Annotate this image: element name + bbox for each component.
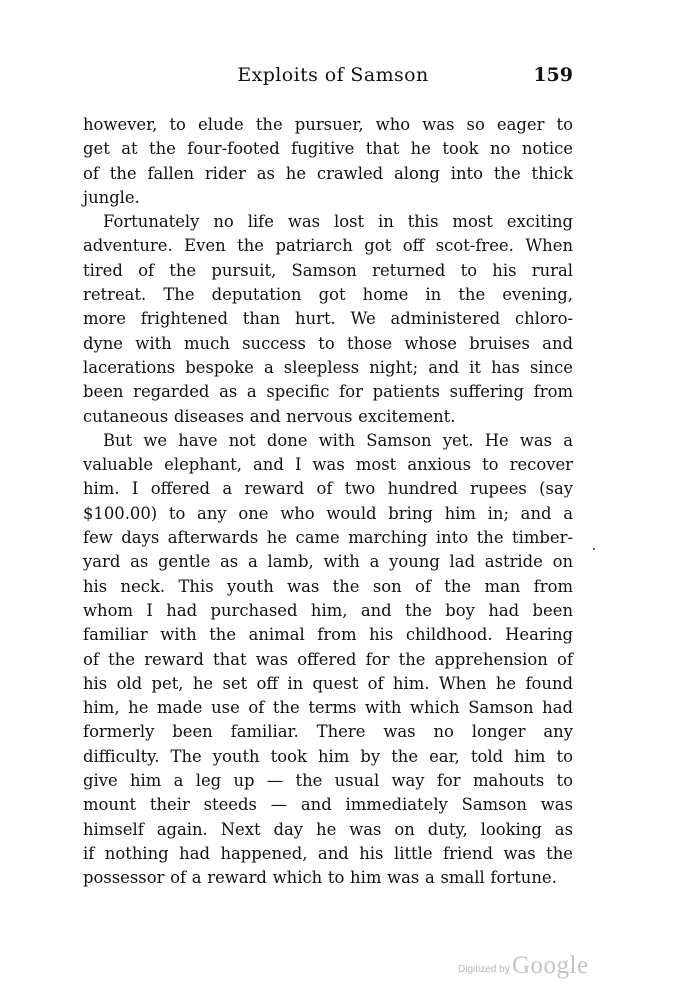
text-line: $100.00) to any one who would bring him in; and a bbox=[83, 503, 573, 523]
text-line: lacerations bespoke a sleepless night; and it has since bbox=[83, 357, 573, 377]
text-line: familiar with the animal from his childhood. Hearing bbox=[83, 625, 573, 645]
digitized-watermark bbox=[458, 952, 608, 982]
text-line: his old pet, he set off in quest of him. When he found bbox=[83, 673, 573, 693]
text-line: possessor of a reward which to him was a small fortune. bbox=[83, 868, 557, 888]
running-title: Exploits of Samson bbox=[237, 64, 429, 86]
text-line: mount their steeds — and immediately Samson was bbox=[83, 795, 573, 815]
text-line: however, to elude the pursuer, who was so eager to bbox=[83, 115, 573, 134]
text-line: him, he made use of the terms with which Samson had bbox=[83, 698, 573, 718]
digitized-by-label: Digitized by bbox=[458, 964, 510, 975]
scan-speck bbox=[593, 548, 595, 550]
text-line: yard as gentle as a lamb, with a young lad astride on bbox=[83, 552, 573, 572]
text-line: been regarded as a specific for patients suffering from bbox=[83, 382, 573, 402]
text-line: of the fallen rider as he crawled along into the thick bbox=[83, 163, 573, 183]
text-line: jungle. bbox=[83, 187, 140, 207]
body-text bbox=[83, 113, 573, 891]
text-line: valuable elephant, and I was most anxious to recover bbox=[83, 455, 573, 475]
text-line: give him a leg up — the usual way for mahouts to bbox=[83, 771, 573, 791]
text-line: himself again. Next day he was on duty, looking as bbox=[83, 819, 573, 839]
text-line: get at the four-footed fugitive that he took no notice bbox=[83, 139, 573, 159]
google-logo: Google bbox=[512, 952, 589, 979]
text-line: difficulty. The youth took him by the ear, told him to bbox=[83, 746, 573, 766]
text-line: retreat. The deputation got home in the evening, bbox=[83, 285, 573, 305]
text-line: whom I had purchased him, and the boy had been bbox=[83, 600, 573, 620]
text-line: adventure. Even the patriarch got off scot-free. When bbox=[83, 236, 573, 256]
text-line: his neck. This youth was the son of the man from bbox=[83, 576, 573, 596]
text-line: Fortunately no life was lost in this most exciting bbox=[103, 212, 573, 232]
text-line: tired of the pursuit, Samson returned to his rural bbox=[83, 260, 573, 280]
text-line: more frightened than hurt. We administered chloro- bbox=[83, 309, 573, 329]
running-head bbox=[83, 64, 573, 92]
text-line: him. I offered a reward of two hundred rupees (say bbox=[83, 479, 573, 499]
text-line: dyne with much success to those whose bruises and bbox=[83, 333, 573, 353]
text-line: if nothing had happened, and his little friend was the bbox=[83, 843, 573, 863]
text-line: few days afterwards he came marching into the timber- bbox=[83, 528, 573, 548]
text-line: But we have not done with Samson yet. He was a bbox=[103, 430, 573, 450]
text-line: formerly been familiar. There was no longer any bbox=[83, 722, 573, 742]
text-line: cutaneous diseases and nervous excitement. bbox=[83, 406, 456, 426]
page-number: 159 bbox=[533, 64, 573, 86]
text-line: of the reward that was offered for the apprehension of bbox=[83, 649, 573, 669]
